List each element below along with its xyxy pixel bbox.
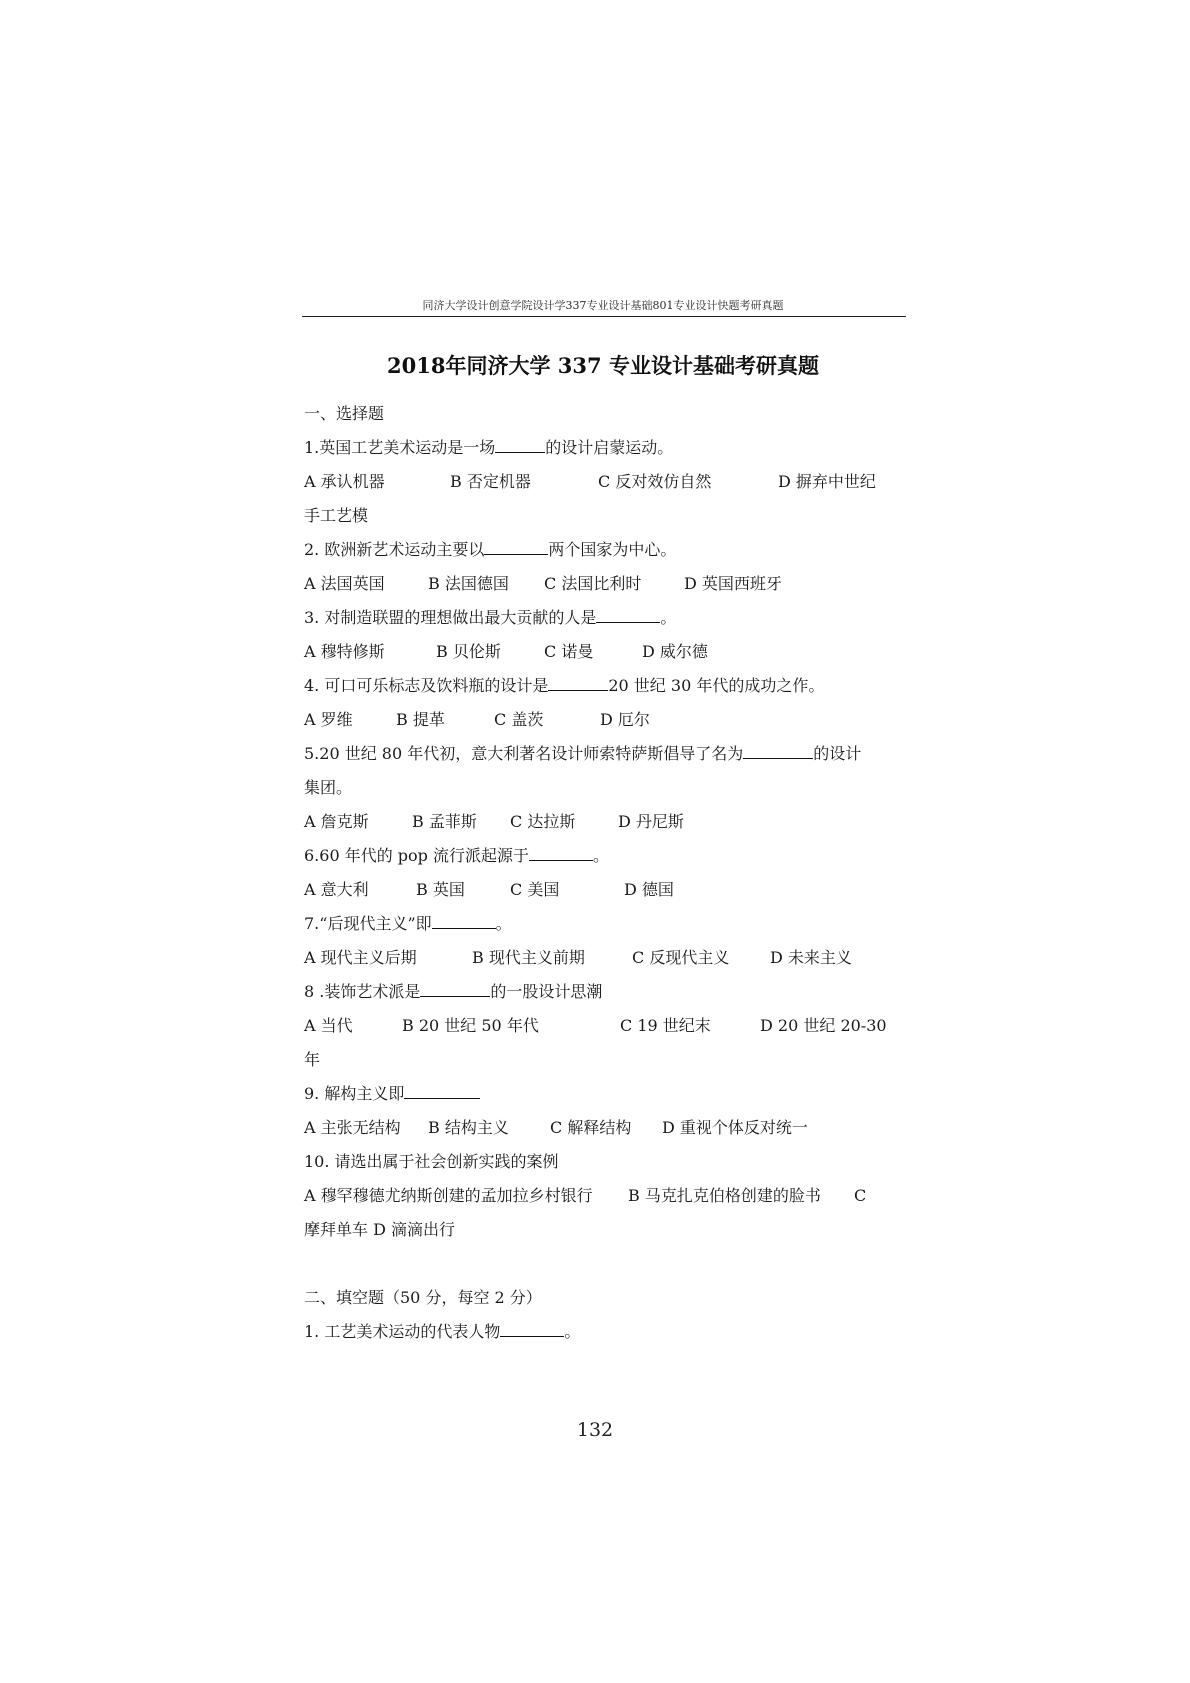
question-1 bbox=[304, 431, 904, 465]
answer-blank bbox=[495, 434, 545, 453]
option-b: B 现代主义前期 bbox=[472, 948, 585, 967]
option-d: D 厄尔 bbox=[600, 710, 650, 729]
option-d: D 丹尼斯 bbox=[618, 812, 684, 831]
question-4 bbox=[304, 669, 904, 703]
question-text: 20 世纪 30 年代的成功之作。 bbox=[608, 676, 825, 695]
options-row bbox=[304, 1009, 904, 1043]
options-row bbox=[304, 465, 904, 499]
options-continuation: 摩拜单车 D 滴滴出行 bbox=[304, 1220, 456, 1239]
option-d: D 重视个体反对统一 bbox=[662, 1118, 808, 1137]
page-number: 132 bbox=[576, 1419, 614, 1441]
answer-blank bbox=[500, 1318, 564, 1337]
option-a: A 承认机器 bbox=[304, 472, 385, 491]
answer-blank bbox=[420, 978, 490, 997]
option-a: A 意大利 bbox=[304, 880, 369, 899]
question-8 bbox=[304, 975, 904, 1009]
option-c: C 盖茨 bbox=[494, 710, 544, 729]
question-10: 10. 请选出属于社会创新实践的案例 bbox=[304, 1152, 559, 1171]
option-c: C 达拉斯 bbox=[510, 812, 576, 831]
option-a: A 穆特修斯 bbox=[304, 642, 385, 661]
header-rule bbox=[302, 316, 906, 317]
options-row bbox=[304, 703, 904, 737]
options-continuation: 年 bbox=[304, 1050, 321, 1069]
option-d: D 威尔德 bbox=[642, 642, 708, 661]
option-c: C bbox=[854, 1186, 867, 1205]
question-2 bbox=[304, 533, 904, 567]
option-d: D 英国西班牙 bbox=[684, 574, 782, 593]
question-text: 1. 工艺美术运动的代表人物 bbox=[304, 1322, 501, 1341]
question-text: 两个国家为中心。 bbox=[548, 540, 677, 559]
answer-blank bbox=[743, 740, 813, 759]
question-text: 3. 对制造联盟的理想做出最大贡献的人是 bbox=[304, 608, 597, 627]
option-b: B 否定机器 bbox=[450, 472, 531, 491]
question-text: 8 .装饰艺术派是 bbox=[304, 982, 421, 1001]
question-text: 的设计启蒙运动。 bbox=[545, 438, 674, 457]
question-7 bbox=[304, 907, 904, 941]
question-text: 。 bbox=[593, 846, 610, 865]
option-b: B 提革 bbox=[396, 710, 445, 729]
options-row bbox=[304, 873, 904, 907]
option-a: A 罗维 bbox=[304, 710, 353, 729]
options-continuation: 手工艺模 bbox=[304, 506, 369, 525]
option-a: A 穆罕穆德尤纳斯创建的孟加拉乡村银行 bbox=[304, 1186, 593, 1205]
option-c: C 反对效仿自然 bbox=[598, 472, 712, 491]
option-b: B 马克扎克伯格创建的脸书 bbox=[628, 1186, 821, 1205]
question-text: 。 bbox=[564, 1322, 581, 1341]
exam-content bbox=[304, 397, 904, 1349]
answer-blank bbox=[529, 842, 593, 861]
question-text: 的设计 bbox=[813, 744, 862, 763]
question-9 bbox=[304, 1077, 904, 1111]
option-c: C 法国比利时 bbox=[544, 574, 642, 593]
option-d: D 摒弃中世纪 bbox=[778, 472, 876, 491]
question-text: 4. 可口可乐标志及饮料瓶的设计是 bbox=[304, 676, 549, 695]
options-row bbox=[304, 635, 904, 669]
option-d: D 未来主义 bbox=[770, 948, 852, 967]
options-row bbox=[304, 805, 904, 839]
options-row bbox=[304, 1111, 904, 1145]
question-5 bbox=[304, 737, 904, 771]
option-a: A 现代主义后期 bbox=[304, 948, 417, 967]
option-d: D 20 世纪 20-30 bbox=[760, 1016, 887, 1035]
option-a: A 当代 bbox=[304, 1016, 353, 1035]
option-c: C 诺曼 bbox=[544, 642, 594, 661]
question-text: 6.60 年代的 pop 流行派起源于 bbox=[304, 846, 530, 865]
options-row bbox=[304, 567, 904, 601]
option-c: C 美国 bbox=[510, 880, 560, 899]
answer-blank bbox=[596, 604, 660, 623]
answer-blank bbox=[404, 1080, 480, 1099]
question-continuation: 集团。 bbox=[304, 778, 353, 797]
fill-question-1 bbox=[304, 1315, 904, 1349]
running-header: 同济大学设计创意学院设计学337专业设计基础801专业设计快题考研真题 bbox=[422, 299, 784, 312]
option-b: B 英国 bbox=[416, 880, 465, 899]
question-text: 。 bbox=[495, 914, 512, 933]
option-b: B 贝伦斯 bbox=[436, 642, 501, 661]
option-c: C 19 世纪末 bbox=[620, 1016, 711, 1035]
option-b: B 20 世纪 50 年代 bbox=[402, 1016, 539, 1035]
page-title: 2018年同济大学 337 专业设计基础考研真题 bbox=[387, 353, 819, 378]
question-text: 1.英国工艺美术运动是一场 bbox=[304, 438, 496, 457]
answer-blank bbox=[432, 910, 496, 929]
question-6 bbox=[304, 839, 904, 873]
option-b: B 结构主义 bbox=[428, 1118, 509, 1137]
question-text: 5.20 世纪 80 年代初，意大利著名设计师索特萨斯倡导了名为 bbox=[304, 744, 744, 763]
answer-blank bbox=[548, 672, 608, 691]
question-text: 2. 欧洲新艺术运动主要以 bbox=[304, 540, 485, 559]
section-heading: 一、选择题 bbox=[304, 404, 385, 423]
question-text: 7.“后现代主义”即 bbox=[304, 914, 432, 933]
option-a: A 詹克斯 bbox=[304, 812, 369, 831]
options-row bbox=[304, 1179, 904, 1213]
option-d: D 德国 bbox=[624, 880, 674, 899]
section-heading: 二、填空题（50 分，每空 2 分） bbox=[304, 1288, 542, 1307]
question-text: 的一股设计思潮 bbox=[490, 982, 603, 1001]
option-c: C 反现代主义 bbox=[632, 948, 730, 967]
answer-blank bbox=[484, 536, 548, 555]
question-text: 9. 解构主义即 bbox=[304, 1084, 405, 1103]
question-text: 。 bbox=[660, 608, 677, 627]
option-c: C 解释结构 bbox=[550, 1118, 632, 1137]
option-b: B 孟菲斯 bbox=[412, 812, 477, 831]
question-3 bbox=[304, 601, 904, 635]
option-a: A 主张无结构 bbox=[304, 1118, 401, 1137]
option-b: B 法国德国 bbox=[428, 574, 509, 593]
option-a: A 法国英国 bbox=[304, 574, 385, 593]
options-row bbox=[304, 941, 904, 975]
